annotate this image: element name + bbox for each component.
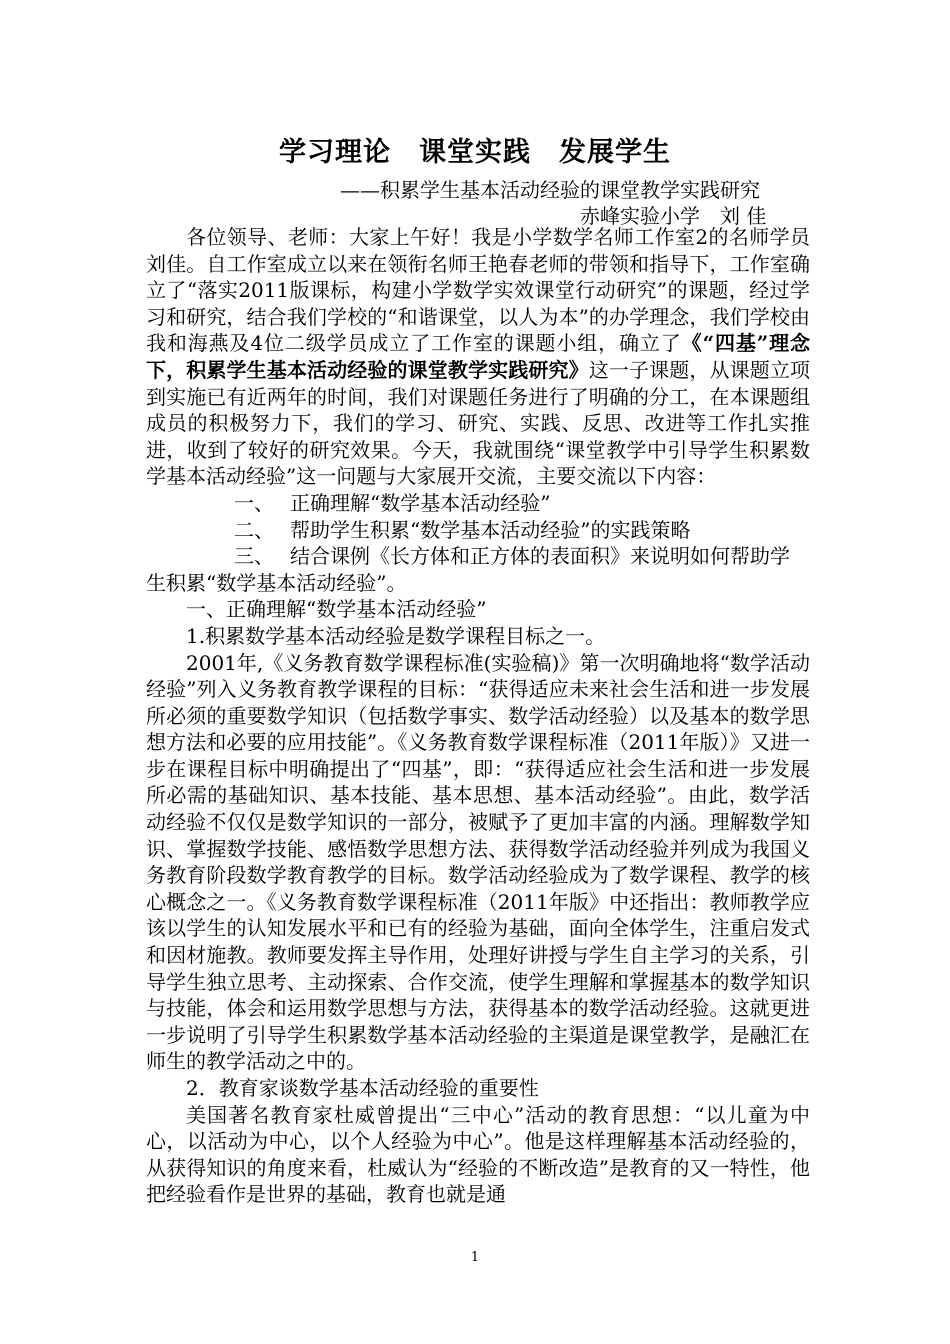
intro-bold-topic: 《“四基”理念下，积累学生基本活动经验的课堂教学实践研究》 [146, 331, 810, 382]
list-text: 帮助学生积累“数学基本活动经验”的实践策略 [290, 517, 691, 542]
intro-text-a: 各位领导、老师：大家上午好！我是小学数学名师工作室2的名师学员刘佳。自工作室成立以来在领衔名师王艳春老师的带领和指导下，工作室确立了“落实2011版课标，构建小学数学实效课堂行动研究”的课题，经过学习和研究，结合我们学校的“和谐课堂，以人为本”的办学理念，我们学校由我和海燕及4位二级学员成立了工作室的课题小组，确立了 [146, 225, 810, 356]
section-heading-1: 一、正确理解“数学基本活动经验” [186, 597, 487, 622]
list-text: 结合课例《长方体和正方体的表面积》来说明如何帮助学 [290, 544, 790, 569]
subsection-heading-1-2: 2．教育家谈数学基本活动经验的重要性 [186, 1076, 539, 1100]
list-item [146, 543, 810, 570]
document-author: 赤峰实验小学 刘 佳 [580, 204, 767, 228]
list-item [146, 517, 810, 544]
list-item [146, 490, 810, 517]
subsection-heading-1-1: 1.积累数学基本活动经验是数学课程目标之一。 [186, 623, 606, 648]
paragraph-curriculum-goal: 2001年,《义务教育数学课程标准(实验稿)》第一次明确地将“数学活动经验”列入义务教育教学课程的目标：“获得适应未来社会生活和进一步发展所必须的重要数学知识（包括数学事实、数学活动经验）以及基本的数学思想方法和必要的应用技能”。《义务教育数学课程标准（2011年版）》又进一步在课程目标中明确提出了“四基”，即：“获得适应社会生活和进一步发展所必需的基础知识、基本技能、基本思想、基本活动经验”。由此，数学活动经验不仅仅是数学知识的一部分，被赋予了更加丰富的内涵。理解数学知识、掌握数学技能、感悟数学思想方法、获得数学活动经验并列成为我国义务教育阶段数学教育教学的目标。数学活动经验成为了数学课程、教学的核心概念之一。《义务教育数学课程标准（2011年版》中还指出：教师教学应该以学生的认知发展水平和已有的经验为基础，面向全体学生，注重启发式和因材施教。教师要发挥主导作用，处理好讲授与学生自主学习的关系，引导学生独立思考、主动探索、合作交流，使学生理解和掌握基本的数学知识与技能，体会和运用数学思想与方法，获得基本的数学活动经验。这就更进一步说明了引导学生积累数学基本活动经验的主渠道是课堂教学，是融汇在师生的教学活动之中的。 [146, 650, 810, 1074]
page-number: 1 [470, 1250, 480, 1265]
list-number: 三、 [234, 544, 274, 569]
list-tail-text: 生积累“数学基本活动经验”。 [146, 570, 407, 595]
list-number: 二、 [234, 517, 274, 542]
document-body [146, 224, 810, 1208]
document-subtitle: ——积累学生基本活动经验的课堂教学实践研究 [340, 178, 760, 202]
intro-paragraph [146, 224, 810, 490]
intro-text-b: 这一子课题，从课题立项到实施已有近两年的时间，我们对课题任务进行了明确的分工，在本课题组成员的积极努力下，我们的学习、研究、实践、反思、改进等工作扎实推进，收到了较好的研究效果。今天，我就围绕“课堂教学中引导学生积累数学基本活动经验”这一问题与大家展开交流，主要交流以下内容： [146, 357, 810, 489]
list-number: 一、 [234, 490, 274, 515]
paragraph-dewey: 美国著名教育家杜威曾提出“三中心”活动的教育思想：“以儿童为中心，以活动为中心，以个人经验为中心”。他是这样理解基本活动经验的，从获得知识的角度来看，杜威认为“经验的不断改造”是教育的又一特性，他把经验看作是世界的基础，教育也就是通 [146, 1102, 810, 1207]
list-text: 正确理解“数学基本活动经验” [290, 490, 551, 515]
document-title: 学习理论 课堂实践 发展学生 [279, 137, 671, 168]
